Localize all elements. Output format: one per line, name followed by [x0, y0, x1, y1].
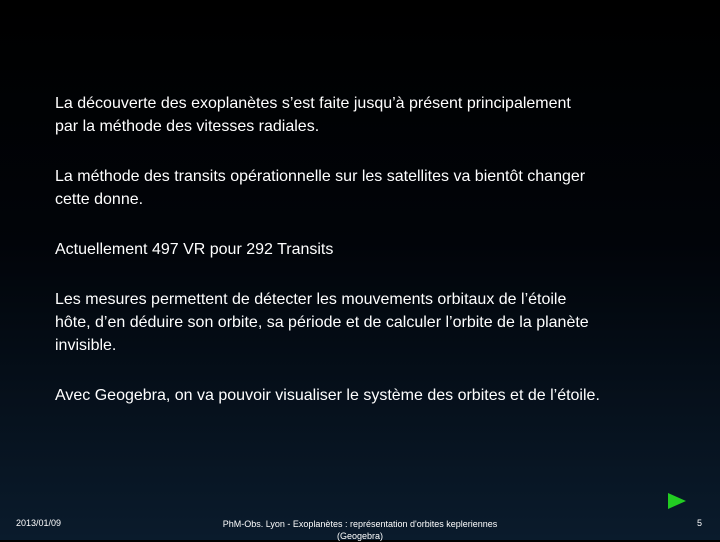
paragraph-line: Les mesures permettent de détecter les mouvements orbitaux de l’étoile — [55, 291, 567, 308]
paragraph-line: La découverte des exoplanètes s’est faite jusqu’à présent principalement — [55, 95, 571, 112]
paragraph-line: par la méthode des vitesses radiales. — [55, 118, 320, 135]
paragraph-line: invisible. — [55, 337, 117, 354]
paragraph-geogebra — [55, 384, 695, 407]
paragraph-line: hôte, d’en déduire son orbite, sa période et de calculer l’orbite de la planète — [55, 314, 589, 331]
footer-date: 2013/01/09 — [16, 518, 62, 528]
paragraph-line: La méthode des transits opérationnelle sur les satellites va bientôt changer — [55, 168, 586, 185]
paragraph-transits — [55, 165, 695, 211]
paragraph-counts — [55, 238, 695, 261]
paragraph-radial-velocity — [55, 92, 695, 138]
footer-title-line: (Geogebra) — [336, 531, 384, 541]
slide-body — [55, 92, 695, 407]
paragraph-line: Avec Geogebra, on va pouvoir visualiser le système des orbites et de l’étoile. — [55, 387, 600, 404]
next-slide-button[interactable] — [667, 492, 687, 510]
page-number: 5 — [696, 518, 702, 528]
paragraph-line: cette donne. — [55, 191, 144, 208]
footer-title-line: PhM-Obs. Lyon - Exoplanètes : représentation d'orbites kepleriennes — [222, 519, 498, 529]
play-arrow-icon — [667, 492, 687, 510]
paragraph-measurements — [55, 288, 695, 357]
footer-title — [195, 518, 525, 542]
paragraph-line: Actuellement 497 VR pour 292 Transits — [55, 241, 334, 258]
